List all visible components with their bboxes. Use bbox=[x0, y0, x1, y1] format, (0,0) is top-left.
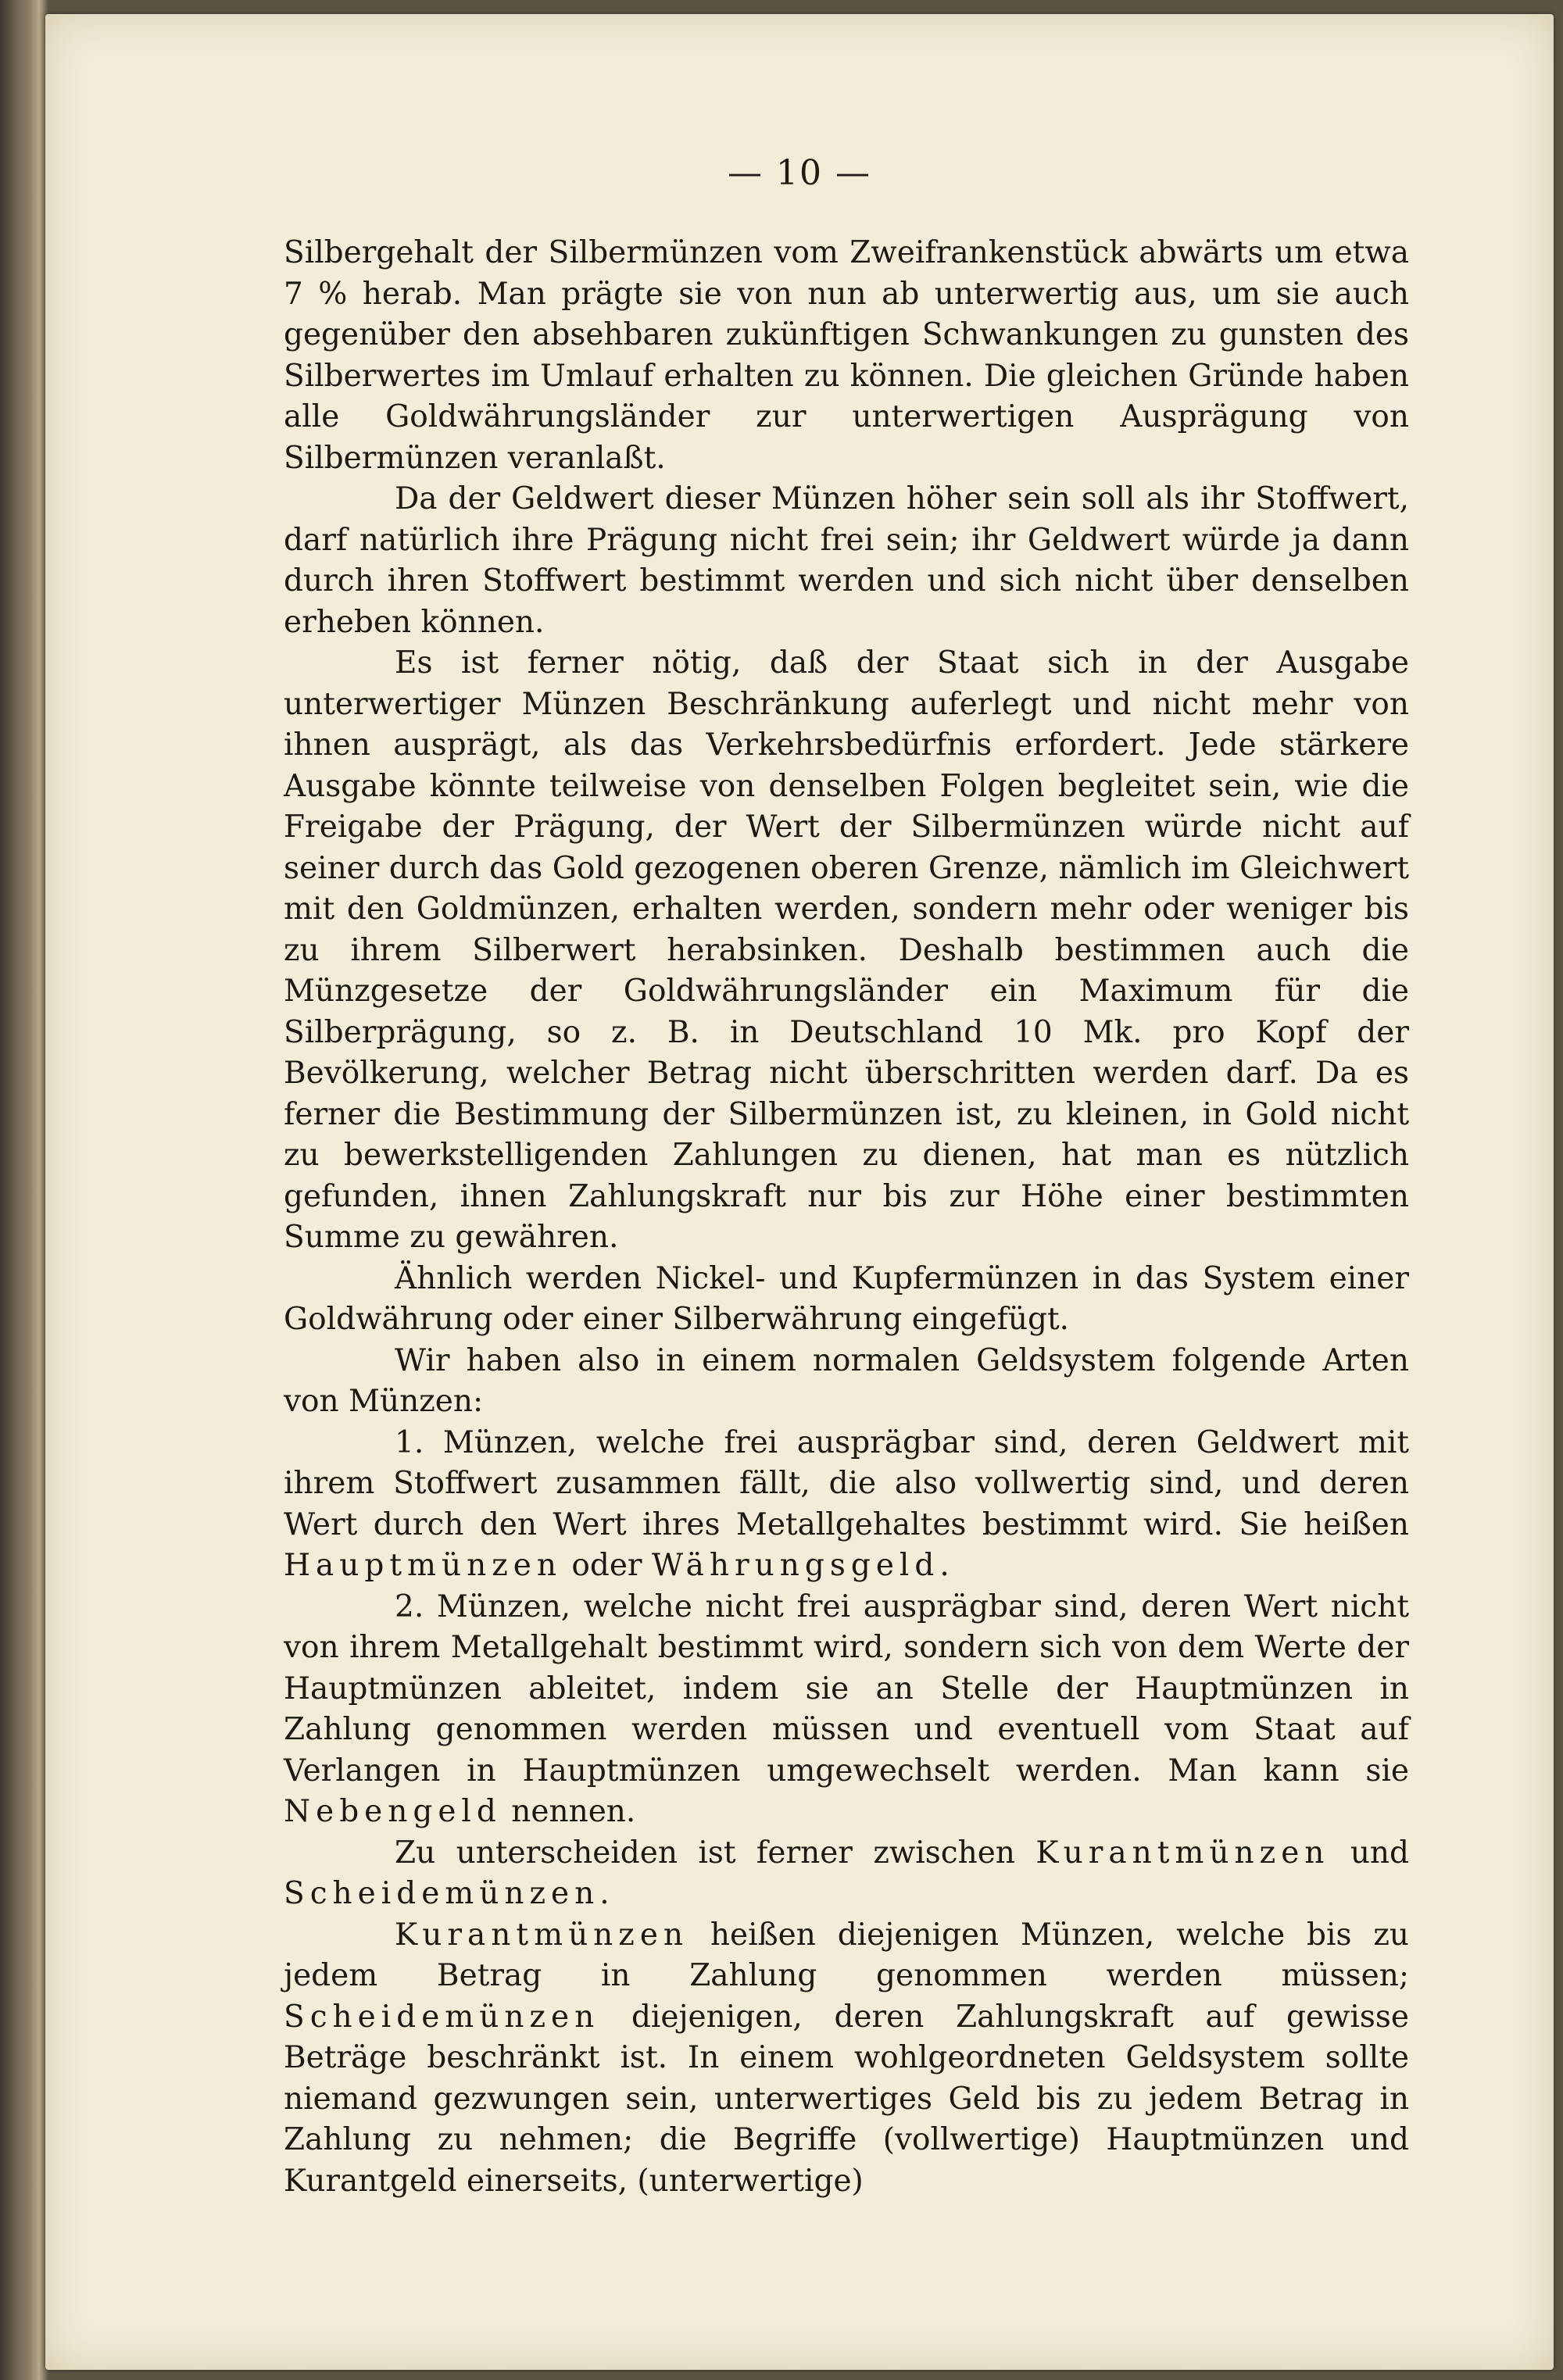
term-scheidemuenzen: Scheidemünzen. bbox=[284, 1876, 615, 1911]
p8-text-a: Zu unterscheiden ist ferner zwischen bbox=[395, 1835, 1015, 1871]
paragraph-1: Silbergehalt der Silbermünzen vom Zweifrankenstück abwärts um etwa 7 % herab. Man prägte sie von nun ab unterwertig aus, um sie auch gegenüber den absehbaren zukünftigen Schwankungen zu gunsten des Silberwertes im Umlauf erhalten zu können. Die gleichen Gründe haben alle Goldwährungsländer zur unterwertigen Ausprägung von Silbermünzen veranlaßt. bbox=[284, 235, 1409, 476]
paragraph-6 bbox=[284, 1423, 1409, 1587]
term-kurantmuenzen: Kurantmünzen bbox=[1035, 1835, 1330, 1871]
term-nebengeld: Nebengeld bbox=[284, 1794, 502, 1829]
term-hauptmuenzen: Hauptmünzen bbox=[284, 1548, 562, 1583]
term-scheidemuenzen-2: Scheidemünzen bbox=[284, 1999, 600, 2035]
page bbox=[45, 14, 1554, 2370]
paragraph-7 bbox=[284, 1587, 1409, 1833]
paragraph-8 bbox=[284, 1833, 1409, 1915]
p6-text-b: oder bbox=[571, 1548, 642, 1583]
paragraph-5: Wir haben also in einem normalen Geldsystem folgende Arten von Münzen: bbox=[284, 1342, 1409, 1419]
p9-text-a: heißen diejenigen Münzen, welche bis zu jedem Betrag in Zahlung genommen werden müssen; bbox=[284, 1917, 1409, 1993]
paragraph-9 bbox=[284, 1915, 1409, 2203]
body-text bbox=[284, 233, 1409, 2202]
term-kurantmuenzen-2: Kurantmünzen bbox=[395, 1917, 689, 1953]
paragraph-2: Da der Geldwert dieser Münzen höher sein soll als ihr Stoffwert, darf natürlich ihre Prägung nicht frei sein; ihr Geldwert würde ja dann durch ihren Stoffwert bestimmt werden und sich nicht über denselben erheben können. bbox=[284, 481, 1409, 640]
paragraph-3: Es ist ferner nötig, daß der Staat sich in der Ausgabe unterwertiger Münzen Beschränkung auferlegt und nicht mehr von ihnen ausprägt, als das Verkehrsbedürfnis erfordert. Jede stärkere Ausgabe könnte teilweise von denselben Folgen begleitet sein, wie die Freigabe der Prägung, der Wert der Silbermünzen würde nicht auf seiner durch das Gold gezogenen oberen Grenze, nämlich im Gleichwert mit den Goldmünzen, erhalten werden, sondern mehr oder weniger bis zu ihrem Silberwert herabsinken. Deshalb bestimmen auch die Münzgesetze der Goldwährungsländer ein Maximum für die Silberprägung, so z. B. in Deutschland 10 Mk. pro Kopf der Bevölkerung, welcher Betrag nicht überschritten werden darf. Da es ferner die Bestimmung der Silbermünzen ist, zu kleinen, in Gold nicht zu bewerkstelligenden Zahlungen zu dienen, hat man es nützlich gefunden, ihnen Zahlungskraft nur bis zur Höhe einer bestimmten Summe zu gewähren. bbox=[284, 645, 1409, 1255]
term-waehrungsgeld: Währungsgeld. bbox=[651, 1548, 955, 1583]
p6-text-a: 1. Münzen, welche frei ausprägbar sind, deren Geldwert mit ihrem Stoffwert zusammen fällt, die also vollwertig sind, und deren Wert durch den Wert ihres Metallgehaltes bestimmt wird. Sie heißen bbox=[284, 1424, 1409, 1542]
p9-text-b: diejenigen, deren Zahlungskraft auf gewisse Beträge beschränkt ist. In einem wohlgeordneten Geldsystem sollte niemand gezwungen sein, unterwertiges Geld bis zu jedem Betrag in Zahlung zu nehmen; die Begriffe (vollwertige) Hauptmünzen und Kurantgeld einerseits, (unterwertige) bbox=[284, 1999, 1409, 2199]
p7-text-a: 2. Münzen, welche nicht frei ausprägbar sind, deren Wert nicht von ihrem Metallgehalt bestimmt wird, sondern sich von dem Werte der Hauptmünzen ableitet, indem sie an Stelle der Hauptmünzen in Zahlung genommen werden müssen und eventuell vom Staat auf Verlangen in Hauptmünzen umgewechselt werden. Man kann sie bbox=[284, 1588, 1409, 1789]
paragraph-4: Ähnlich werden Nickel- und Kupfermünzen in das System einer Goldwährung oder einer Silberwährung eingefügt. bbox=[284, 1260, 1409, 1337]
page-number: — 10 — bbox=[728, 153, 871, 193]
p7-text-b: nennen. bbox=[511, 1794, 636, 1829]
p8-text-b: und bbox=[1350, 1835, 1410, 1871]
